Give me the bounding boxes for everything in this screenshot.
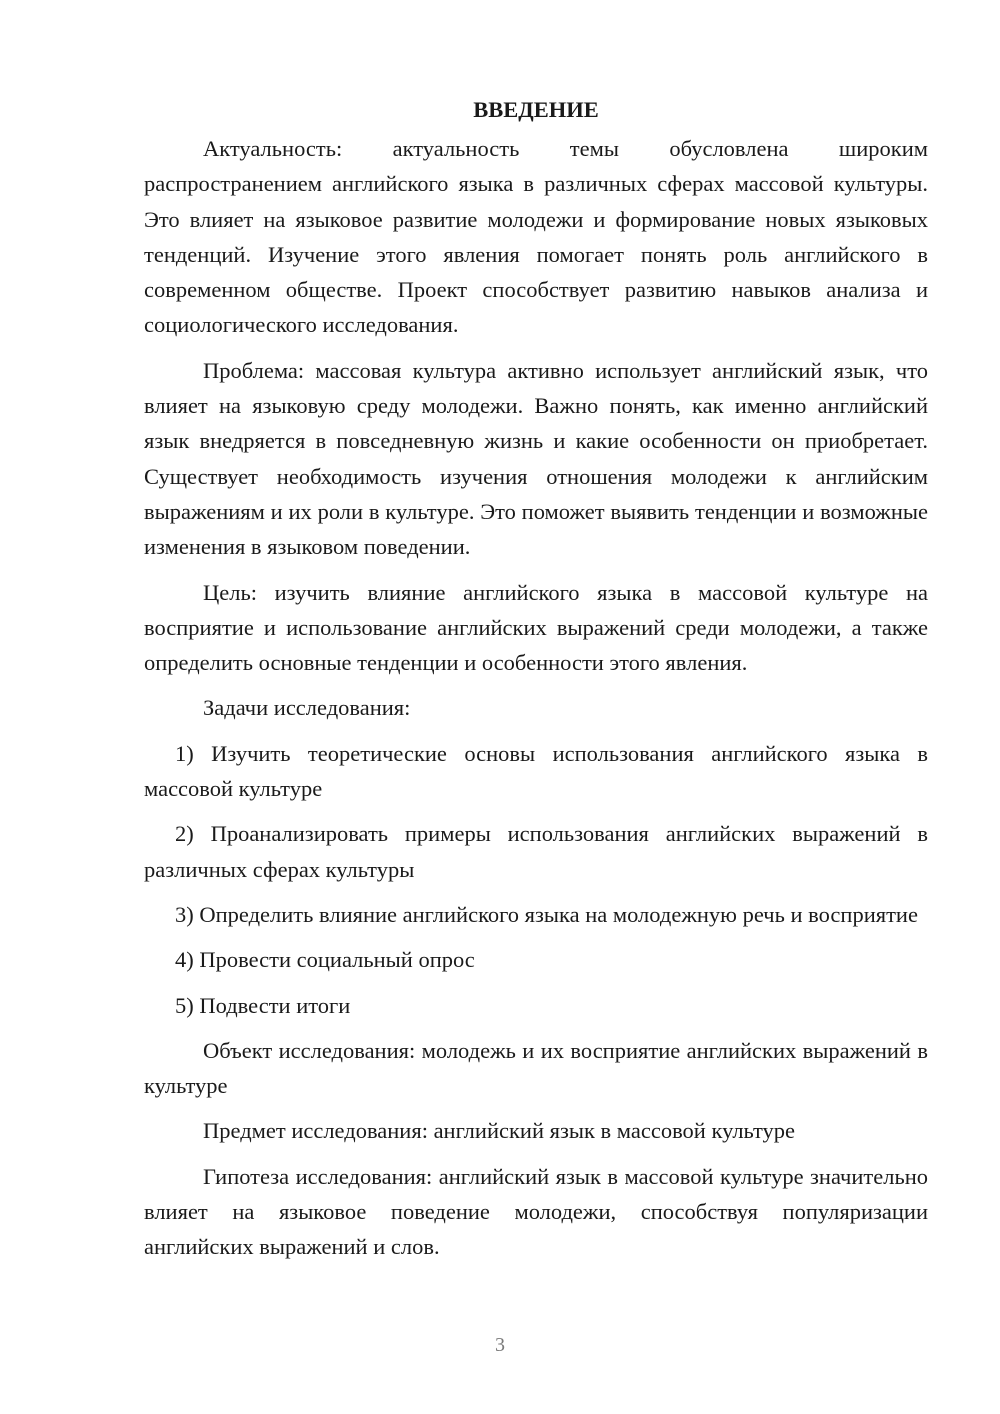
section-title: ВВЕДЕНИЕ [473, 97, 599, 122]
paragraph-object: Объект исследования: молодежь и их восприятие английских выражений в культуре [144, 1037, 928, 1099]
list-item: 5) Подвести итоги [175, 992, 351, 1018]
list-item: 2) Проанализировать примеры использования английских выражений в различных сферах культуры [144, 821, 928, 882]
paragraph-subject: Предмет исследования: английский язык в массовой культуре [203, 1118, 795, 1144]
list-item: 1) Изучить теоретические основы использования английского языка в массовой культуре [144, 740, 928, 802]
paragraph-relevance: Актуальность: актуальность темы обусловлена широким распространением английского языка в различных сферах массовой культуры. Это влияет на языковое развитие молодежи и формирование новых языковых тенденций. Изучение этого явления помогает понять роль английского в современном обществе. Проект способствует развитию навыков анализа и социологического исследования. [144, 136, 928, 338]
tasks-list [144, 736, 928, 1023]
list-item: 3) Определить влияние английского языка на молодежную речь и восприятие [175, 901, 918, 927]
list-item: 4) Провести социальный опрос [175, 947, 475, 973]
page-number: 3 [495, 1334, 505, 1356]
paragraph-problem: Проблема: массовая культура активно использует английский язык, что влияет на языковую среду молодежи. Важно понять, как именно английский язык внедряется в повседневную жизнь и какие особенности он приобретает. Существует необходимость изучения отношения молодежи к английским выражениям и их роли в культуре. Это поможет выявить тенденции и возможные изменения в языковом поведении. [144, 357, 928, 560]
page-content [144, 92, 928, 1275]
tasks-heading: Задачи исследования: [203, 695, 411, 721]
paragraph-hypothesis: Гипотеза исследования: английский язык в массовой культуре значительно влияет на языковое поведение молодежи, способствуя популяризации английских выражений и слов. [144, 1163, 928, 1260]
paragraph-goal: Цель: изучить влияние английского языка в массовой культуре на восприятие и использование английских выражений среди молодежи, а также определить основные тенденции и особенности этого явления. [144, 579, 928, 676]
